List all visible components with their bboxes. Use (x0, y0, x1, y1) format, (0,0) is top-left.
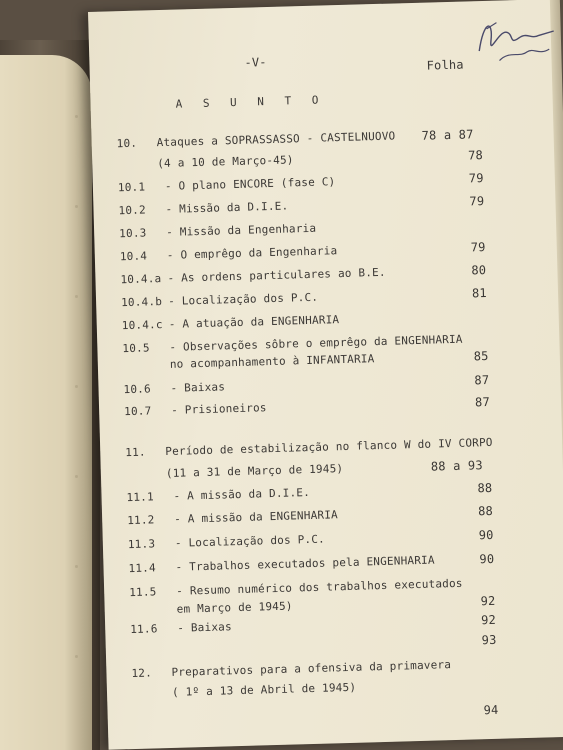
toc-entry-number: 11.2 (127, 513, 155, 528)
document-page (88, 0, 563, 750)
toc-entry-page: 94 (483, 702, 499, 718)
toc-entry-number: 10. (116, 136, 138, 151)
toc-entry-page: 88 (477, 503, 494, 519)
toc-entry-title: (11 a 31 de Março de 1945) (165, 462, 344, 481)
hole-dot (75, 385, 78, 388)
page-edge (550, 0, 563, 737)
toc-entry-title: - Localização dos P.C. (174, 532, 326, 550)
toc-entry-number: 11.1 (126, 490, 155, 505)
toc-entry-title: - Prisioneiros (170, 401, 267, 417)
hole-dot (75, 205, 78, 208)
toc-entry-title: Preparativos para a ofensiva da primavera (171, 658, 452, 679)
toc-entry-title: - O plano ENCORE (fase C) (164, 175, 336, 193)
toc-entry-title: - A missão da ENGENHARIA (174, 508, 339, 526)
toc-entry-title: - Observações sôbre o emprêgo da ENGENHARIA (169, 332, 463, 354)
toc-entry-number: 11.3 (127, 537, 156, 552)
toc-entry-page: 78 a 87 (421, 127, 474, 143)
toc-entry-title: - Baixas (177, 620, 232, 635)
hole-dot (75, 295, 78, 298)
toc-entry-title: (4 a 10 de Março-45) (157, 153, 294, 171)
toc-entry-number: 10.7 (123, 404, 152, 419)
toc-entry-page: 87 (474, 372, 490, 388)
folha-column-header: Folha (426, 57, 464, 73)
toc-entry-title: no acompanhamento à INFANTARIA (169, 352, 375, 371)
toc-entry-title: - A missão da D.I.E. (173, 485, 311, 503)
toc-entry-page: 90 (479, 551, 495, 567)
hole-dot (75, 475, 78, 478)
toc-entry-number: 12. (131, 666, 153, 681)
toc-entry-title: - Trabalhos executados pela ENGENHARIA (175, 553, 435, 574)
toc-entry-title: em Março de 1945) (176, 599, 293, 616)
toc-entry-number: 11. (125, 445, 146, 460)
toc-entry-title: - Missão da Engenharia (166, 221, 317, 239)
hole-dot (75, 115, 78, 118)
hole-dot (75, 655, 78, 658)
toc-entry-page: 93 (481, 632, 497, 648)
toc-entry-number: 11.6 (130, 622, 158, 637)
toc-entry-number: 11.4 (128, 561, 157, 576)
toc-entry-page: 92 (480, 612, 497, 628)
toc-entry-page: 87 (474, 394, 491, 410)
toc-entry-page: 92 (480, 593, 496, 609)
toc-entry-number: 10.2 (118, 203, 147, 218)
toc-entry-number: 10.6 (123, 382, 152, 397)
toc-entry-number: 10.4.a (120, 272, 162, 287)
toc-entry-number: 11.5 (129, 585, 157, 600)
toc-entry-number: 10.4 (119, 249, 148, 264)
asunto-column-header: A S U N T O (175, 93, 326, 111)
toc-entry-title: Período de estabilização no flanco W do IV CORPO (165, 435, 493, 459)
toc-entry-page: 78 (467, 148, 484, 163)
toc-entry-title: - Missão da D.I.E. (165, 199, 289, 216)
toc-entry-title: - A atuação da ENGENHARIA (168, 313, 340, 331)
toc-entry-page: 79 (470, 239, 486, 255)
toc-entry-page: 88 (477, 480, 493, 496)
toc-entry-number: 10.3 (119, 226, 147, 241)
toc-entry-page: 79 (468, 171, 484, 186)
toc-entry-title: - Baixas (170, 380, 226, 395)
toc-entry-page: 90 (478, 527, 494, 543)
toc-entry-title: Ataques a SOPRASSASSO - CASTELNUOVO (156, 129, 396, 150)
toc-entry-title: - O emprêgo da Engenharia (166, 244, 338, 262)
toc-entry-number: 10.1 (117, 180, 146, 195)
toc-entry-number: 10.5 (122, 341, 150, 356)
page-roman-numeral: -V- (244, 55, 267, 70)
toc-entry-page: 80 (471, 262, 487, 278)
toc-entry-number: 10.4.c (121, 318, 163, 333)
toc-entry-page: 81 (471, 285, 488, 301)
toc-entry-title: - Resumo numérico dos trabalhos executados (176, 576, 463, 598)
toc-entry-page: 88 a 93 (430, 458, 483, 474)
toc-entry-page: 79 (469, 194, 485, 209)
toc-entry-title: - As ordens particulares ao B.E. (167, 265, 386, 285)
left-page (0, 55, 92, 750)
toc-entry-title: ( 1º a 13 de Abril de 1945) (171, 680, 357, 699)
toc-entry-number: 10.4.b (120, 295, 163, 310)
hole-dot (75, 565, 78, 568)
toc-entry-title: - Localização dos P.C. (167, 290, 319, 308)
toc-entry-page: 85 (473, 348, 489, 364)
handwritten-signature (468, 9, 560, 71)
